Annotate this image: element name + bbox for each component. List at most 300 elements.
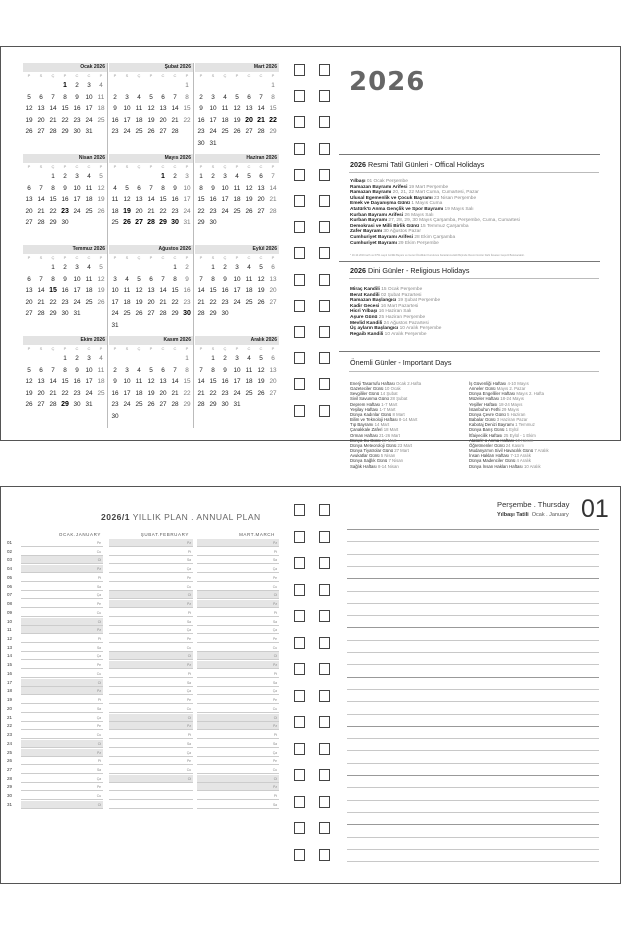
weekday-abbr: Pt [97, 637, 101, 642]
day-cell: 5 [259, 355, 263, 362]
plan-cell [197, 539, 279, 547]
day-cell: 10 [123, 378, 131, 385]
plan-cell [109, 644, 193, 652]
weekday-abbr: Cu [272, 706, 277, 711]
weekday-abbr: Sa [96, 767, 101, 772]
plan-cell [197, 740, 279, 748]
ruled-line [347, 824, 599, 825]
day-cell [181, 126, 193, 138]
plan-row [7, 731, 277, 740]
day-cell: 9 [63, 184, 67, 192]
plan-cell [109, 548, 193, 556]
week-row [109, 262, 193, 274]
item-date: 10 Aralık Perşembe [384, 331, 427, 337]
day-number: 17 [7, 679, 13, 685]
month-title: Eylül 2026 [195, 245, 279, 254]
day-cell: 30 [171, 219, 179, 226]
day-cell: 29 [197, 219, 205, 226]
day-cell: 28 [171, 401, 179, 408]
weekday-label: P [235, 346, 239, 351]
ring-hole [294, 504, 305, 516]
ring-hole [319, 116, 330, 128]
ruled-line [347, 664, 599, 665]
ring-hole [294, 247, 305, 259]
item-date: 10 Aralık Perşembe [399, 326, 442, 332]
day-cell: 15 [209, 287, 217, 294]
day-cell: 31 [85, 128, 93, 135]
weekday-label: S [211, 164, 215, 169]
day-cell: 10 [183, 184, 191, 192]
day-cell [255, 308, 267, 320]
day-cell: 16 [73, 105, 81, 112]
weekday-label: P [271, 255, 275, 260]
weekday-abbr: Pz [97, 689, 101, 694]
day-cell: 9 [75, 93, 79, 101]
weekday-abbr: Sa [272, 619, 277, 624]
plan-cell [197, 687, 279, 695]
weekday-header [23, 72, 107, 80]
day-number: 30 [7, 793, 13, 799]
weekday-label: P [99, 255, 103, 260]
weekday-header [23, 254, 107, 262]
day-cell [35, 353, 47, 365]
day-cell: 25 [221, 128, 229, 135]
item-date: 26 Mayıs Salı [404, 212, 434, 218]
plan-cell [197, 548, 279, 556]
day-cell: 31 [209, 139, 217, 147]
day-cell: 3 [235, 264, 239, 271]
plan-cell [21, 696, 103, 704]
week-row [23, 285, 107, 297]
day-cell: 25 [85, 207, 93, 215]
weekday-label: P [199, 346, 203, 351]
day-cell [121, 80, 133, 92]
day-cell: 2 [199, 93, 203, 101]
weekday-abbr: Pz [273, 602, 277, 607]
ring-hole [319, 743, 330, 755]
plan-cell [21, 749, 103, 757]
weekday-header [109, 72, 193, 80]
plan-cell [109, 679, 193, 687]
plan-row [7, 740, 277, 749]
day-cell: 17 [73, 287, 81, 294]
day-cell [47, 80, 59, 92]
day-number: 09 [7, 609, 13, 615]
ring-hole [319, 247, 330, 259]
ring-hole [294, 743, 305, 755]
day-cell: 10 [123, 105, 131, 112]
item-date: 8 Mart [392, 411, 405, 417]
item-date: 5 Nisan [380, 453, 396, 459]
day-cell: 14 [37, 196, 45, 203]
weekday-abbr: Cu [186, 767, 191, 772]
day-cell: 8 [161, 184, 165, 192]
plan-cell [197, 661, 279, 669]
week-row [195, 194, 279, 206]
weekday-abbr: Cu [96, 610, 101, 615]
item-name: Dünya Meteoroloji Günü [350, 442, 397, 448]
day-cell [145, 80, 157, 92]
weekday-abbr: Sa [96, 584, 101, 589]
plan-cell [109, 757, 193, 765]
day-cell: 13 [25, 196, 33, 203]
day-cell: 22 [269, 116, 277, 124]
day-cell: 30 [73, 401, 81, 408]
ruled-line [347, 775, 599, 776]
day-cell: 3 [235, 355, 239, 362]
day-cell: 17 [233, 287, 241, 294]
plan-cell [197, 775, 279, 783]
day-cell [195, 353, 207, 365]
plan-row [7, 618, 277, 627]
weekday-label: P [27, 255, 31, 260]
day-cell [121, 411, 133, 423]
day-number: 08 [7, 601, 13, 607]
ring-hole [319, 531, 330, 543]
item-name: Sivil Savunma Günü [350, 396, 389, 402]
item-date: 27, 28, 29, 30 Mayıs Çarşamba, Perşembe, Cuma, Cumartesi [388, 218, 520, 224]
day-cell: 16 [61, 287, 69, 294]
weekday-label: Ç [223, 73, 227, 78]
plan-row [7, 766, 277, 775]
week-row [23, 365, 107, 377]
day-cell: 23 [183, 298, 191, 306]
weekday-abbr: Ça [272, 628, 277, 633]
weekday-label: P [185, 73, 189, 78]
weekday-abbr: Pz [97, 750, 101, 755]
day-cell: 22 [183, 116, 191, 124]
ruled-line [347, 578, 599, 579]
day-cell: 23 [73, 389, 81, 397]
plan-cell [109, 574, 193, 582]
day-cell: 15 [159, 196, 167, 203]
plan-row [7, 661, 277, 670]
item-date: 29 Ekim Perşembe [398, 240, 439, 246]
day-cell: 21 [159, 298, 167, 306]
day-cell: 23 [61, 298, 69, 306]
ring-hole [319, 504, 330, 516]
month-title: Şubat 2026 [109, 63, 193, 72]
item-date: 7-13 Aralık [510, 453, 531, 459]
ruled-line [347, 689, 599, 690]
item-date: 23 Mart [397, 442, 413, 448]
weekday-label: S [125, 255, 129, 260]
month-calendar [195, 63, 279, 154]
day-cell: 23 [61, 207, 69, 215]
day-cell: 12 [135, 287, 143, 294]
day-number: 24 [7, 740, 13, 746]
day-cell: 1 [63, 355, 67, 362]
weekday-abbr: Pe [96, 541, 101, 545]
day-cell: 12 [257, 275, 265, 283]
month-title: Temmuz 2026 [23, 245, 107, 254]
weekday-label: C [259, 255, 263, 260]
weekday-label: P [149, 346, 153, 351]
day-cell: 10 [73, 275, 81, 283]
day-cell: 17 [123, 389, 131, 397]
item-name: Atatürk'ü Anma Gençlik ve Spor Bayramı [350, 206, 444, 212]
day-cell: 30 [209, 219, 217, 226]
item-name: Anneler Günü [469, 386, 496, 392]
day-cell: 16 [209, 196, 217, 203]
plan-cell [109, 618, 193, 626]
day-cell: 14 [257, 105, 265, 112]
day-number: 05 [7, 574, 13, 580]
plan-cell [197, 714, 279, 722]
plan-row [7, 600, 277, 609]
weekday-abbr: Sa [96, 645, 101, 650]
weekday-label: P [113, 346, 117, 351]
weekday-label: C [259, 164, 263, 169]
day-cell: 11 [221, 105, 229, 112]
day-cell: 25 [123, 310, 131, 317]
ring-hole [319, 221, 330, 233]
day-cell: 27 [257, 207, 265, 215]
day-number: 16 [7, 670, 13, 676]
day-cell: 25 [233, 207, 241, 215]
weekday-abbr: Ct [97, 680, 101, 685]
day-cell: 6 [161, 93, 165, 101]
day-cell: 14 [171, 105, 179, 112]
day-cell: 18 [233, 196, 241, 203]
day-cell: 19 [233, 116, 241, 124]
ring-hole [294, 274, 305, 286]
weekday-abbr: Ça [186, 628, 191, 633]
day-cell: 15 [183, 105, 191, 112]
weekday-abbr: Pz [273, 541, 277, 545]
weekday-abbr: Ça [272, 567, 277, 572]
day-cell: 30 [197, 139, 205, 147]
day-cell: 17 [209, 116, 217, 124]
weekday-abbr: Pe [96, 602, 101, 607]
day-cell: 28 [49, 401, 57, 408]
month-calendar [109, 154, 193, 245]
month-calendar [195, 154, 279, 245]
day-cell: 20 [37, 389, 45, 397]
weekday-abbr: Pt [273, 549, 277, 554]
plan-cell [109, 749, 193, 757]
weekday-abbr: Cu [96, 549, 101, 554]
day-cell [169, 353, 181, 365]
day-cell: 28 [37, 310, 45, 317]
day-cell [157, 80, 169, 92]
day-cell: 1 [51, 264, 55, 271]
item-date: 16 Haziran Salı [378, 309, 412, 315]
weekday-label: P [235, 73, 239, 78]
item-name: Mevlid Kandili [350, 320, 383, 326]
week-row [109, 206, 193, 218]
day-cell: 2 [75, 355, 79, 362]
day-cell: 13 [147, 287, 155, 294]
weekday-header [195, 163, 279, 171]
day-cell [109, 171, 121, 183]
day-cell: 26 [25, 401, 33, 408]
day-cell: 2 [223, 355, 227, 362]
day-cell: 9 [211, 184, 215, 192]
day-cell [157, 411, 169, 423]
weekday-abbr: Cu [272, 645, 277, 650]
weekday-label: P [149, 73, 153, 78]
item-name: Öğretmenler Günü [469, 442, 505, 448]
weekday-label: C [247, 164, 251, 169]
weekday-abbr: Pz [187, 541, 191, 545]
plan-cell [21, 801, 103, 809]
weekday-label: Ç [137, 255, 141, 260]
day-cell: 5 [27, 93, 31, 101]
ruled-line [347, 529, 599, 530]
day-cell: 7 [39, 184, 43, 192]
day-cell: 30 [221, 310, 229, 317]
day-cell: 14 [49, 105, 57, 112]
weekday-abbr: Ct [187, 776, 191, 781]
weekday-header [109, 163, 193, 171]
day-cell [47, 353, 59, 365]
day-cell: 20 [269, 287, 277, 294]
item-date: 4-10 Mayıs [507, 381, 529, 386]
day-cell: 21 [197, 298, 205, 306]
day-cell: 13 [37, 105, 45, 112]
item-name: İtfaiyecilik Haftası [469, 432, 503, 438]
weekday-label: S [39, 164, 43, 169]
weekday-abbr: Pz [97, 567, 101, 572]
ruled-line [347, 849, 599, 850]
week-row [195, 308, 279, 320]
plan-cell [21, 714, 103, 722]
item-name: Zafer Bayramı [350, 229, 382, 235]
day-cell [255, 138, 267, 150]
day-number: 07 [7, 592, 13, 598]
weekday-abbr: Pe [272, 698, 277, 703]
week-row [195, 115, 279, 127]
weekday-label: S [211, 255, 215, 260]
day-cell [267, 399, 279, 411]
day-cell: 1 [63, 82, 67, 89]
item-date: 30 Ağustos Pazar [383, 229, 421, 235]
day-cell: 14 [147, 196, 155, 203]
plan-cell [197, 679, 279, 687]
week-row [23, 274, 107, 286]
week-row [109, 285, 193, 297]
day-cell: 26 [147, 128, 155, 135]
day-cell: 15 [209, 378, 217, 385]
month-divider [193, 63, 194, 155]
item-date: 5 Haziran [507, 411, 526, 417]
day-cell: 3 [75, 264, 79, 271]
week-row [23, 115, 107, 127]
day-cell: 15 [61, 378, 69, 385]
plan-cell [109, 740, 193, 748]
day-cell [109, 262, 121, 274]
item-date: 1 Eylül [505, 427, 519, 433]
day-cell [95, 399, 107, 411]
year-heading: 2026 [349, 67, 426, 97]
day-cell: 10 [73, 184, 81, 192]
week-row [195, 171, 279, 183]
weekday-label: P [113, 73, 117, 78]
day-cell: 14 [49, 378, 57, 385]
day-cell: 22 [183, 389, 191, 397]
daily-page [291, 487, 620, 883]
weekday-abbr: Cu [272, 584, 277, 589]
weekday-label: P [27, 164, 31, 169]
day-cell: 19 [97, 196, 105, 203]
plan-row [7, 679, 277, 688]
plan-cell [21, 687, 103, 695]
day-cell: 14 [269, 184, 277, 192]
day-cell: 5 [235, 93, 239, 101]
plan-cell [109, 670, 193, 678]
official-holidays-list [350, 179, 600, 246]
day-cell: 19 [97, 287, 105, 294]
day-cell: 5 [99, 264, 103, 271]
day-cell: 9 [223, 275, 227, 283]
day-cell: 18 [245, 287, 253, 294]
day-cell: 24 [221, 207, 229, 215]
day-cell [181, 320, 193, 332]
day-cell: 6 [137, 184, 141, 192]
day-cell: 15 [49, 196, 57, 203]
weekday-header [23, 163, 107, 171]
day-cell: 21 [49, 389, 57, 397]
weekday-header [23, 345, 107, 353]
day-cell: 1 [185, 82, 189, 89]
month-title: Ekim 2026 [23, 336, 107, 345]
weekday-label: C [173, 346, 177, 351]
day-cell [157, 353, 169, 365]
week-row [109, 80, 193, 92]
day-cell: 23 [111, 128, 119, 135]
item-date: 1-7 Mart [381, 401, 398, 407]
item-name: Deprem Haftası [350, 401, 381, 407]
ruled-line [347, 591, 599, 592]
plan-cell [21, 740, 103, 748]
item-name: Regaib Kandili [350, 331, 384, 337]
item-date: 18-24 Mayıs [498, 401, 523, 407]
day-cell: 6 [27, 184, 31, 192]
day-cell: 22 [159, 207, 167, 215]
month-calendar [195, 336, 279, 427]
plan-cell [21, 609, 103, 617]
important-days-list-right [469, 381, 589, 469]
day-cell [243, 80, 255, 92]
item-date: 15 Ocak Perşembe [381, 287, 423, 292]
day-cell: 24 [233, 298, 241, 306]
plan-cell [109, 722, 193, 730]
day-cell: 25 [97, 389, 105, 397]
day-cell: 7 [271, 173, 275, 180]
column-header-january: OCAK.JANUARY [58, 532, 101, 537]
item-date: 16 Mart Pazartesi [380, 303, 419, 309]
day-cell: 19 [257, 287, 265, 294]
ring-hole [319, 716, 330, 728]
ruled-line [347, 837, 599, 838]
day-cell [169, 80, 181, 92]
day-cell [95, 217, 107, 229]
month-title: Kasım 2026 [109, 336, 193, 345]
item-date: 3 Haziran Pazar [496, 417, 528, 423]
plan-cell [21, 626, 103, 634]
day-cell: 19 [123, 207, 131, 215]
day-cell [133, 411, 145, 423]
day-cell: 9 [63, 275, 67, 283]
weekday-abbr: Cu [272, 767, 277, 772]
calendar-overview-page [1, 47, 291, 440]
month-calendar [23, 63, 107, 154]
day-cell [71, 217, 83, 229]
plan-row [7, 687, 277, 696]
day-cell: 26 [97, 207, 105, 215]
item-name: Emek ve Dayanışma Günü [350, 201, 410, 207]
